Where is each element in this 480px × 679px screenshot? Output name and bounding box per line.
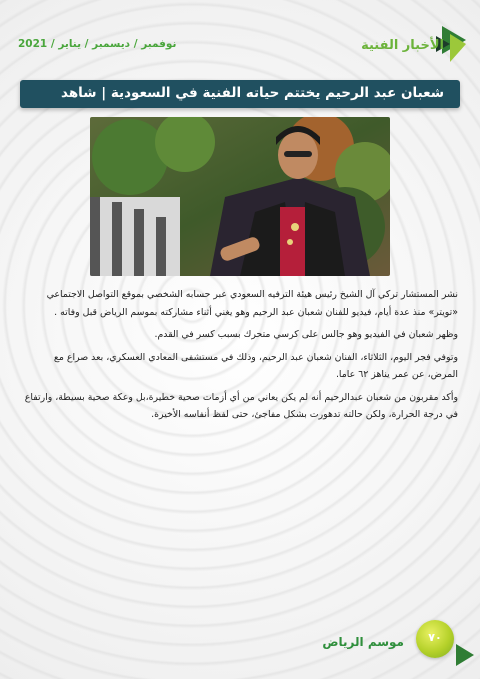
paragraph: وتوفي فجر اليوم، الثلاثاء، الفنان شعبان عبد الرحيم، وذلك في مستشفى المعادي العسكري، بعد صراع مع المرض، عن عمر يناهز ٦٢ عاما. [53, 351, 458, 380]
article-title: شعبان عبد الرحيم يختتم حياته الفنية في السعودية | شاهد [61, 85, 444, 101]
footer-label: موسم الرياض [322, 635, 404, 649]
page-number: ٧٠ [428, 631, 442, 644]
issue-date: نوفمبر / ديسمبر / يناير / 2021 [18, 38, 177, 50]
logo-text: الأخبار الفنية [361, 38, 444, 53]
corner-triangle-icon [456, 644, 474, 666]
paragraph: وظهر شعبان في الفيديو وهو جالس على كرسي متحرك بسبب كسر في القدم. [154, 329, 458, 340]
paragraph: وأكد مقربون من شعبان عبدالرحيم أنه لم يكن يعاني من أي أزمات صحية خطيرة،بل وعكة صحية بسيطة، وارتفاع في درجة الحرارة، ولكن حالته تدهورت بشكل مفاجئ، حتى لفظ أنفاسه الأخيرة. [24, 391, 458, 420]
article-photo [90, 117, 390, 276]
article-title-bar [20, 80, 460, 108]
article-body [22, 286, 458, 429]
page-number-badge [416, 620, 454, 658]
paragraph: نشر المستشار تركي آل الشيخ رئيس هيئة الترفيه السعودي عبر حسابه الشخصي بموقع التواصل الاجتماعي «تويتر» منذ عدة أيام، فيديو للفنان شعبان عبد الرحيم وهو يغني أثناء مشاركته بموسم الرياض قبل وفاته . [46, 289, 458, 318]
